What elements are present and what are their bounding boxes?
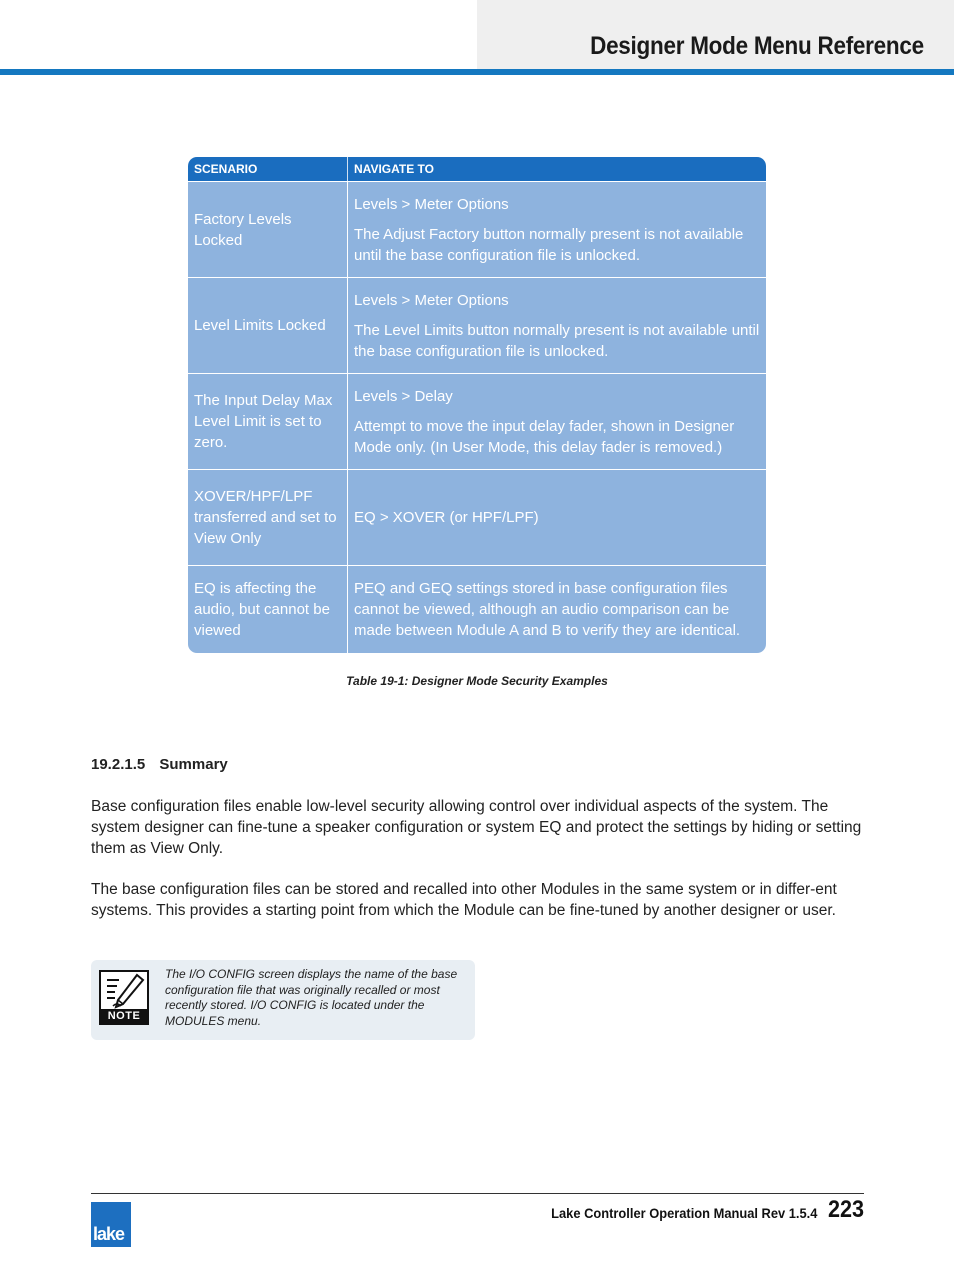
table-row: [188, 565, 766, 653]
table-row: [188, 277, 766, 373]
scenario-cell: XOVER/HPF/LPF transferred and set to View Only: [188, 469, 348, 565]
note-text: The I/O CONFIG screen displays the name of the base configuration file that was originally recalled or most recently stored. I/O CONFIG is located under the MODULES menu.: [165, 967, 458, 1028]
navigate-cell: [348, 373, 766, 469]
scenario-cell: Factory Levels Locked: [188, 181, 348, 277]
footer-manual-title: Lake Controller Operation Manual Rev 1.5.4: [550, 1205, 817, 1221]
navigate-path: Levels > Delay: [354, 387, 453, 405]
scenario-cell: The Input Delay Max Level Limit is set to zero.: [188, 373, 348, 469]
footer-rule: [91, 1193, 864, 1194]
logo-wordmark: lake: [93, 1224, 125, 1244]
navigate-cell: [348, 469, 766, 565]
scenario-cell: EQ is affecting the audio, but cannot be viewed: [188, 565, 348, 653]
security-examples-table: [188, 157, 766, 653]
navigate-note: PEQ and GEQ settings stored in base configuration files cannot be viewed, although an audio comparison can be made between Module A and B to verify they are identical.: [354, 580, 741, 639]
column-header-navigate: NAVIGATE TO: [348, 157, 766, 181]
table-row: [188, 181, 766, 277]
note-label: NOTE: [101, 1009, 147, 1023]
section-heading: [91, 756, 228, 773]
section-number: 19.2.1.5: [91, 756, 146, 773]
navigate-cell: [348, 565, 766, 653]
navigate-note: The Level Limits button normally present is not available until the base configuration file is unlocked.: [354, 321, 760, 360]
scenario-cell: Level Limits Locked: [188, 277, 348, 373]
navigate-note: The Adjust Factory button normally present is not available until the base configuration file is unlocked.: [354, 225, 744, 264]
lake-logo: [91, 1202, 131, 1247]
header-rule: [0, 69, 954, 75]
navigate-path: Levels > Meter Options: [354, 291, 509, 309]
navigate-path: EQ > XOVER (or HPF/LPF): [354, 509, 539, 526]
page-title: Designer Mode Menu Reference: [590, 32, 924, 60]
table-header-row: [188, 157, 766, 181]
navigate-note: Attempt to move the input delay fader, shown in Designer Mode only. (In User Mode, this delay fader is removed.): [354, 417, 735, 456]
table-row: [188, 469, 766, 565]
section-title: Summary: [159, 756, 228, 773]
body-paragraph: Base configuration files enable low-level security allowing control over individual aspects of the system. The system designer can fine-tune a speaker configuration or system EQ and protect the settings by hiding or setting them as View Only.: [91, 798, 862, 857]
body-paragraph: The base configuration files can be stored and recalled into other Modules in the same system or in differ-ent systems. This provides a starting point from which the Module can be fine-tuned by another designer or user.: [91, 881, 837, 919]
navigate-cell: [348, 181, 766, 277]
note-pencil-icon: [99, 970, 149, 1025]
table-caption: Table 19-1: Designer Mode Security Examples: [346, 674, 608, 688]
table-row: [188, 373, 766, 469]
column-header-scenario: SCENARIO: [188, 157, 348, 181]
page-number: 223: [827, 1196, 864, 1223]
navigate-path: Levels > Meter Options: [354, 195, 509, 213]
navigate-cell: [348, 277, 766, 373]
note-box: [91, 960, 475, 1040]
